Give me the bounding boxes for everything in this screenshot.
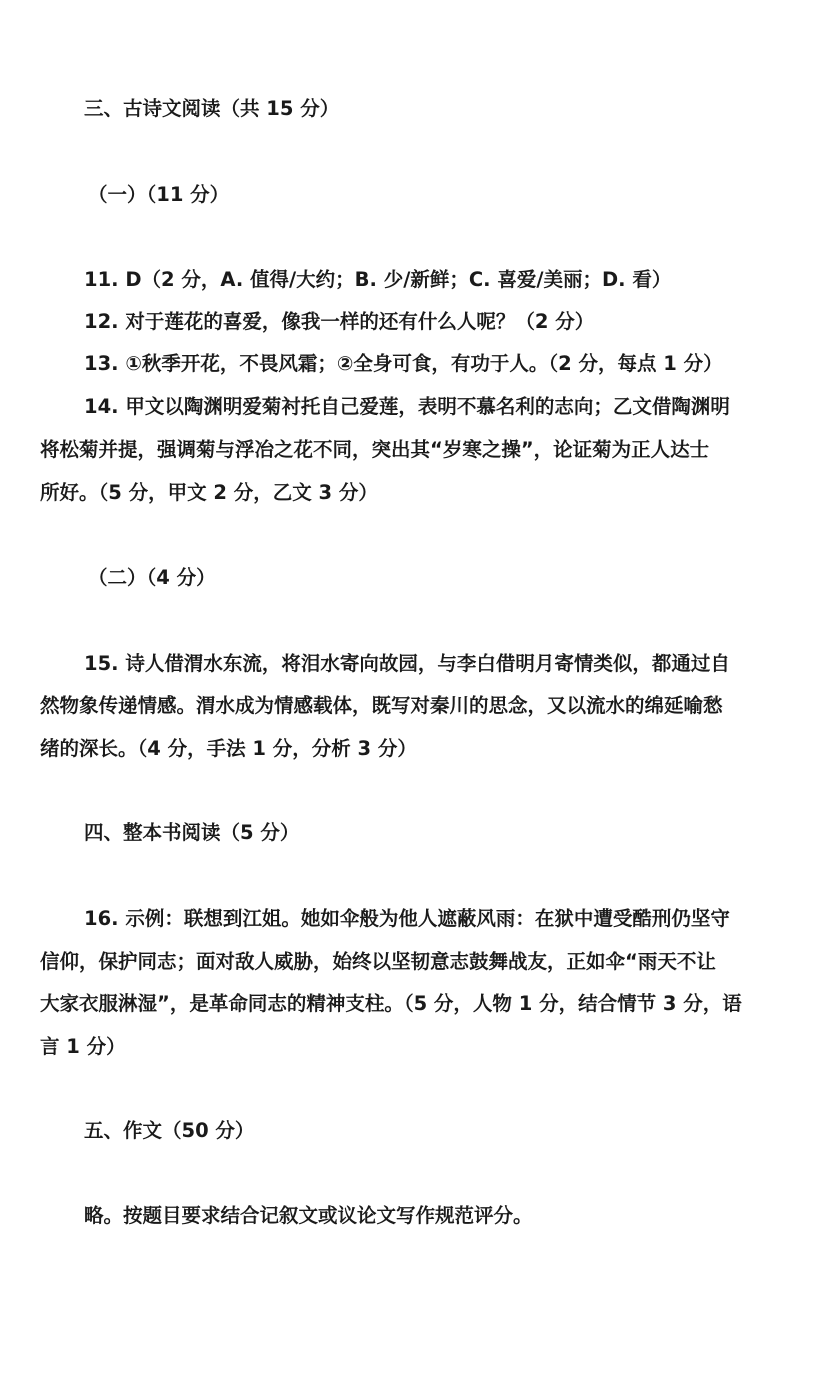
section-3-part-1-heading: （一）（11 分） (88, 183, 230, 206)
answer-11: 11. D（2 分，A. 值得/大约；B. 少/新鲜；C. 喜爱/美丽；D. 看） (84, 268, 672, 291)
answer-13: 13. ①秋季开花，不畏风霜；②全身可食，有功于人。（2 分，每点 1 分） (84, 352, 723, 375)
section-5-heading: 五、作文（50 分） (84, 1119, 255, 1142)
section-3-heading: 三、古诗文阅读（共 15 分） (84, 97, 340, 120)
answer-16-line-3: 大家衣服淋湿”，是革命同志的精神支柱。（5 分，人物 1 分，结合情节 3 分，语 (40, 992, 742, 1015)
answer-15-line-1: 15. 诗人借渭水东流，将泪水寄向故园，与李白借明月寄情类似，都通过自 (84, 652, 730, 675)
answer-14-line-1: 14. 甲文以陶渊明爱菊衬托自己爱莲，表明不慕名利的志向；乙文借陶渊明 (84, 395, 730, 418)
section-5-body: 略。按题目要求结合记叙文或议论文写作规范评分。 (84, 1204, 533, 1227)
section-4-heading: 四、整本书阅读（5 分） (84, 821, 300, 844)
answer-16-line-1: 16. 示例：联想到江姐。她如伞般为他人遮蔽风雨：在狱中遭受酷刑仍坚守 (84, 907, 730, 930)
section-3-part-2-heading: （二）（4 分） (88, 566, 216, 589)
answer-14-line-2: 将松菊并提，强调菊与浮冶之花不同，突出其“岁寒之操”，论证菊为正人达士 (40, 438, 710, 461)
answer-14-line-3: 所好。（5 分，甲文 2 分，乙文 3 分） (40, 481, 378, 504)
answer-16-line-4: 言 1 分） (40, 1035, 126, 1058)
answer-12: 12. 对于莲花的喜爱，像我一样的还有什么人呢？（2 分） (84, 310, 595, 333)
answer-15-line-2: 然物象传递情感。渭水成为情感载体，既写对秦川的思念，又以流水的绵延喻愁 (40, 694, 723, 717)
answer-15-line-3: 绪的深长。（4 分，手法 1 分，分析 3 分） (40, 737, 417, 760)
answer-16-line-2: 信仰，保护同志；面对敌人威胁，始终以坚韧意志鼓舞战友，正如伞“雨天不让 (40, 950, 716, 973)
